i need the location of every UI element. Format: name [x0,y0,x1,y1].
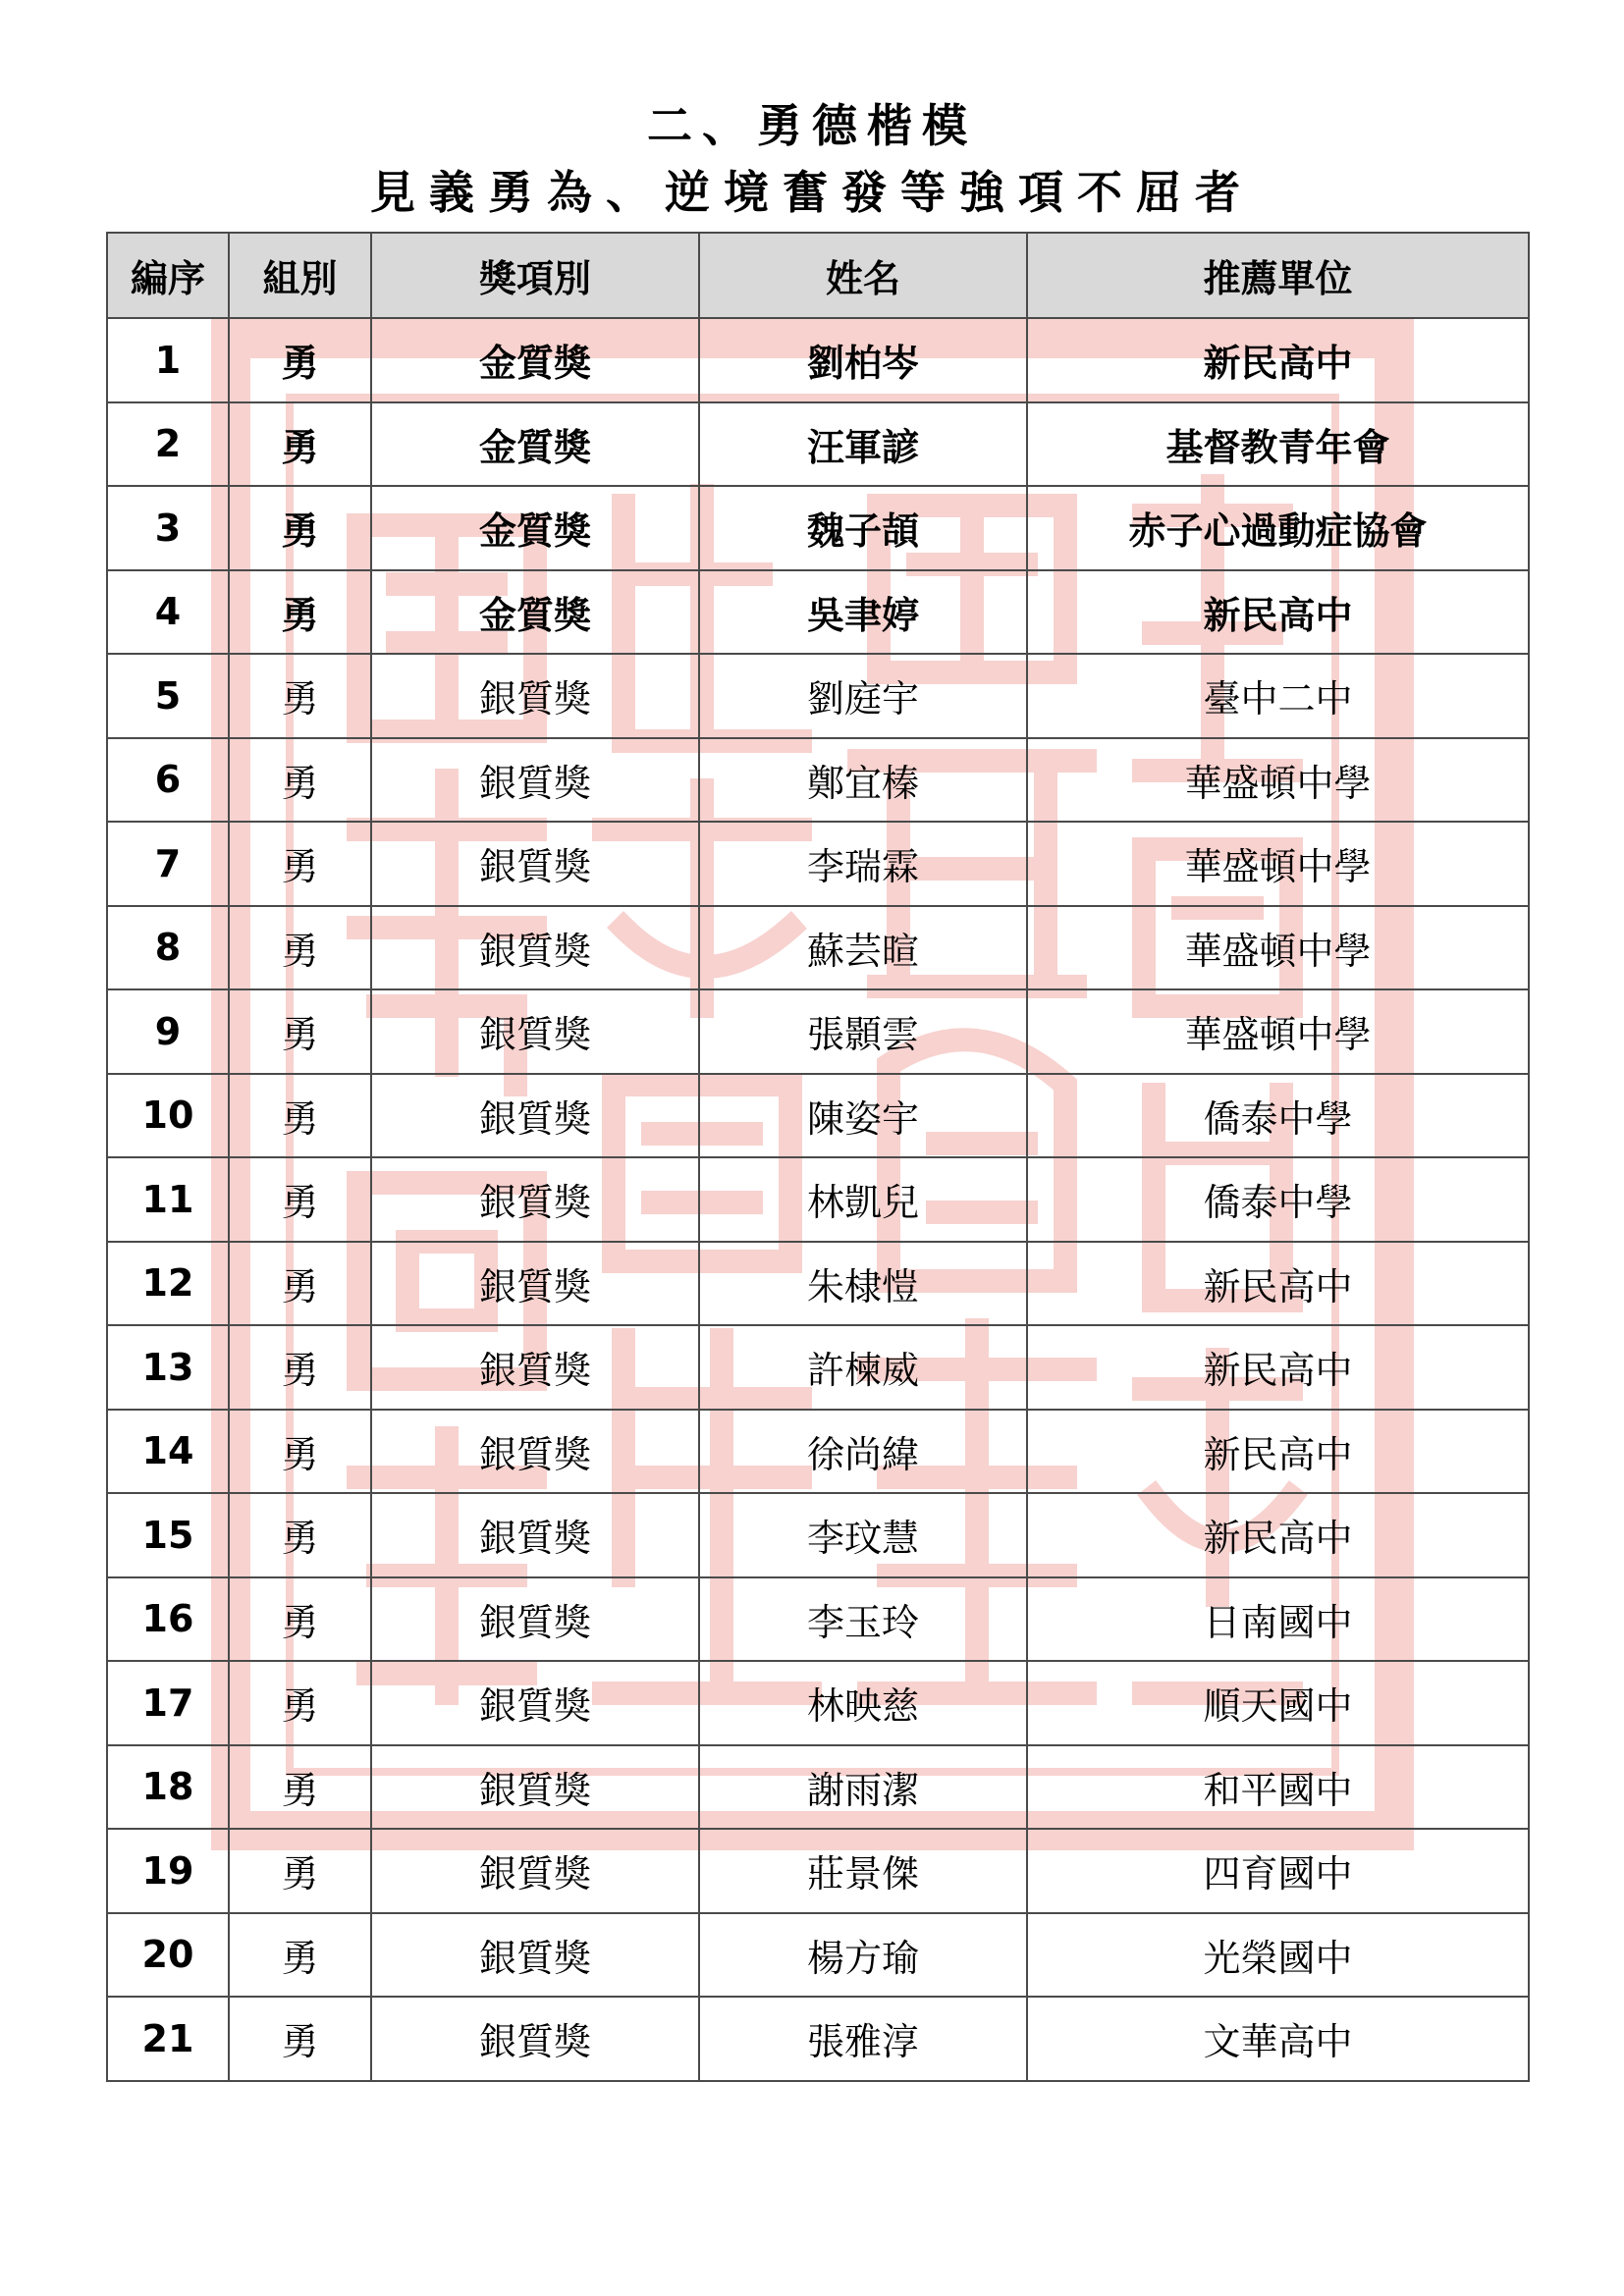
cell-name: 許楝威 [699,1325,1027,1410]
cell-award-type: 銀質獎 [371,1242,699,1326]
cell-name: 謝雨潔 [699,1745,1027,1830]
cell-number: 19 [107,1829,229,1913]
cell-number: 10 [107,1074,229,1158]
cell-number: 21 [107,1997,229,2081]
award-table [106,232,1530,2082]
cell-number: 3 [107,486,229,570]
cell-number: 5 [107,654,229,738]
cell-award-type: 銀質獎 [371,1157,699,1242]
table-row [107,570,1529,655]
cell-name: 張顥雲 [699,989,1027,1074]
cell-group: 勇 [229,1577,371,1662]
cell-recommending-unit: 僑泰中學 [1027,1074,1529,1158]
table-body [107,318,1529,2081]
table-row [107,989,1529,1074]
cell-group: 勇 [229,1997,371,2081]
cell-name: 楊方瑜 [699,1913,1027,1998]
cell-recommending-unit: 和平國中 [1027,1745,1529,1830]
cell-award-type: 銀質獎 [371,822,699,906]
cell-name: 劉柏岑 [699,318,1027,402]
header-number: 編序 [107,233,229,318]
cell-group: 勇 [229,1913,371,1998]
cell-group: 勇 [229,1493,371,1577]
cell-name: 林映慈 [699,1661,1027,1745]
cell-group: 勇 [229,318,371,402]
cell-name: 李玟慧 [699,1493,1027,1577]
cell-recommending-unit: 光榮國中 [1027,1913,1529,1998]
cell-number: 18 [107,1745,229,1830]
cell-group: 勇 [229,486,371,570]
cell-group: 勇 [229,570,371,655]
table-row [107,822,1529,906]
cell-award-type: 銀質獎 [371,1661,699,1745]
cell-number: 17 [107,1661,229,1745]
cell-award-type: 銀質獎 [371,1997,699,2081]
cell-name: 陳姿宇 [699,1074,1027,1158]
cell-recommending-unit: 順天國中 [1027,1661,1529,1745]
cell-name: 魏子頡 [699,486,1027,570]
header-recommending-unit: 推薦單位 [1027,233,1529,318]
cell-name: 汪軍諺 [699,402,1027,487]
table-row [107,1661,1529,1745]
cell-name: 鄭宜榛 [699,738,1027,823]
table-row [107,1074,1529,1158]
cell-award-type: 銀質獎 [371,738,699,823]
cell-award-type: 銀質獎 [371,1074,699,1158]
cell-recommending-unit: 新民高中 [1027,318,1529,402]
header-award-type: 獎項別 [371,233,699,318]
cell-group: 勇 [229,654,371,738]
cell-award-type: 金質獎 [371,402,699,487]
table-row [107,318,1529,402]
cell-name: 林凱兒 [699,1157,1027,1242]
cell-number: 7 [107,822,229,906]
cell-group: 勇 [229,738,371,823]
cell-number: 14 [107,1410,229,1494]
cell-name: 李玉玲 [699,1577,1027,1662]
cell-number: 11 [107,1157,229,1242]
cell-name: 張雅淳 [699,1997,1027,2081]
cell-group: 勇 [229,402,371,487]
document-title: 二、勇德楷模 [647,99,977,152]
cell-recommending-unit: 僑泰中學 [1027,1157,1529,1242]
cell-award-type: 銀質獎 [371,1325,699,1410]
cell-award-type: 銀質獎 [371,1913,699,1998]
table-row [107,486,1529,570]
cell-recommending-unit: 新民高中 [1027,1410,1529,1494]
table-row [107,1829,1529,1913]
cell-recommending-unit: 新民高中 [1027,570,1529,655]
table-row [107,1493,1529,1577]
cell-group: 勇 [229,822,371,906]
cell-recommending-unit: 臺中二中 [1027,654,1529,738]
cell-name: 莊景傑 [699,1829,1027,1913]
header-name: 姓名 [699,233,1027,318]
cell-group: 勇 [229,1157,371,1242]
cell-group: 勇 [229,1074,371,1158]
cell-recommending-unit: 赤子心過動症協會 [1027,486,1529,570]
cell-award-type: 銀質獎 [371,1493,699,1577]
cell-recommending-unit: 新民高中 [1027,1242,1529,1326]
cell-recommending-unit: 新民高中 [1027,1493,1529,1577]
table-row [107,1745,1529,1830]
cell-recommending-unit: 文華高中 [1027,1997,1529,2081]
table-row [107,1242,1529,1326]
cell-award-type: 銀質獎 [371,1745,699,1830]
cell-award-type: 金質獎 [371,486,699,570]
cell-number: 8 [107,906,229,990]
header-group: 組別 [229,233,371,318]
cell-number: 16 [107,1577,229,1662]
cell-name: 蘇芸暄 [699,906,1027,990]
cell-award-type: 銀質獎 [371,1577,699,1662]
cell-group: 勇 [229,1745,371,1830]
table-row [107,1157,1529,1242]
cell-name: 吳聿婷 [699,570,1027,655]
table-row [107,906,1529,990]
table-row [107,654,1529,738]
cell-award-type: 銀質獎 [371,1829,699,1913]
cell-name: 李瑞霖 [699,822,1027,906]
cell-group: 勇 [229,906,371,990]
cell-recommending-unit: 基督教青年會 [1027,402,1529,487]
cell-award-type: 銀質獎 [371,654,699,738]
cell-number: 4 [107,570,229,655]
table-header-row [107,233,1529,318]
table-row [107,402,1529,487]
table-row [107,1997,1529,2081]
cell-recommending-unit: 華盛頓中學 [1027,822,1529,906]
cell-recommending-unit: 華盛頓中學 [1027,989,1529,1074]
cell-group: 勇 [229,1242,371,1326]
cell-name: 朱棣愷 [699,1242,1027,1326]
document-subtitle: 見義勇為、逆境奮發等強項不屈者 [370,166,1254,219]
table-row [107,738,1529,823]
cell-group: 勇 [229,989,371,1074]
cell-name: 徐尚緯 [699,1410,1027,1494]
cell-group: 勇 [229,1325,371,1410]
cell-recommending-unit: 華盛頓中學 [1027,738,1529,823]
cell-number: 20 [107,1913,229,1998]
table-row [107,1913,1529,1998]
cell-name: 劉庭宇 [699,654,1027,738]
cell-number: 15 [107,1493,229,1577]
cell-award-type: 金質獎 [371,570,699,655]
cell-number: 2 [107,402,229,487]
cell-award-type: 銀質獎 [371,906,699,990]
table-row [107,1577,1529,1662]
cell-number: 13 [107,1325,229,1410]
table-row [107,1325,1529,1410]
cell-number: 1 [107,318,229,402]
cell-number: 6 [107,738,229,823]
cell-recommending-unit: 日南國中 [1027,1577,1529,1662]
cell-group: 勇 [229,1829,371,1913]
cell-number: 12 [107,1242,229,1326]
cell-award-type: 銀質獎 [371,1410,699,1494]
cell-group: 勇 [229,1661,371,1745]
table-row [107,1410,1529,1494]
cell-recommending-unit: 四育國中 [1027,1829,1529,1913]
cell-recommending-unit: 新民高中 [1027,1325,1529,1410]
cell-group: 勇 [229,1410,371,1494]
cell-award-type: 金質獎 [371,318,699,402]
cell-award-type: 銀質獎 [371,989,699,1074]
cell-number: 9 [107,989,229,1074]
cell-recommending-unit: 華盛頓中學 [1027,906,1529,990]
